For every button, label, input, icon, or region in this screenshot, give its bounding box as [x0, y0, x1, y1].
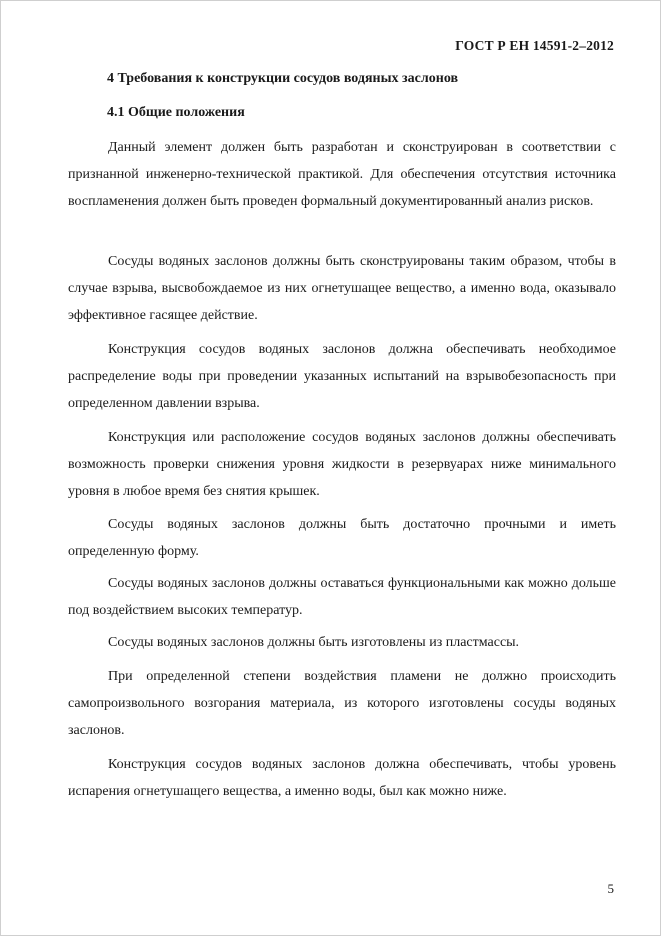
paragraph: Сосуды водяных заслонов должны быть изготовлены из пластмассы.: [108, 635, 520, 650]
paragraph: Сосуды водяных заслонов должны оставаться функциональными как можно дольше под воздействием высоких температур.: [68, 576, 616, 618]
paragraph: Данный элемент должен быть разработан и сконструирован в соответствии с признанной инженерно-технической практикой. Для обеспечения отсутствия источника воспламенения должен быть проведен формальный документированный анализ рисков.: [68, 140, 616, 209]
paragraph: Конструкция сосудов водяных заслонов должна обеспечивать, чтобы уровень испарения огнетушащего вещества, а именно воды, был как можно ниже.: [68, 757, 616, 799]
paragraph: При определенной степени воздействия пламени не должно происходить самопроизвольного возгорания материала, из которого изготовлены сосуды водяных заслонов.: [68, 669, 616, 738]
paragraph: Конструкция или расположение сосудов водяных заслонов должны обеспечивать возможность проверки снижения уровня жидкости в резервуарах ниже минимального уровня в любое время без снятия крышек.: [68, 430, 616, 499]
paragraph: Сосуды водяных заслонов должны быть сконструированы таким образом, чтобы в случае взрыва, высвобождаемое из них огнетушащее вещество, а именно вода, оказывало эффективное гасящее действие.: [68, 254, 616, 323]
paragraph: Конструкция сосудов водяных заслонов должна обеспечивать необходимое распределение воды при проведении указанных испытаний на взрывобезопасность при определенном давлении взрыва.: [68, 342, 616, 411]
page-number: 5: [607, 881, 614, 896]
document-code: ГОСТ Р ЕН 14591-2–2012: [455, 38, 614, 53]
section-title: 4 Требования к конструкции сосудов водяных заслонов: [107, 71, 459, 86]
subsection-title: 4.1 Общие положения: [107, 105, 245, 120]
paragraph: Сосуды водяных заслонов должны быть достаточно прочными и иметь определенную форму.: [68, 517, 616, 559]
